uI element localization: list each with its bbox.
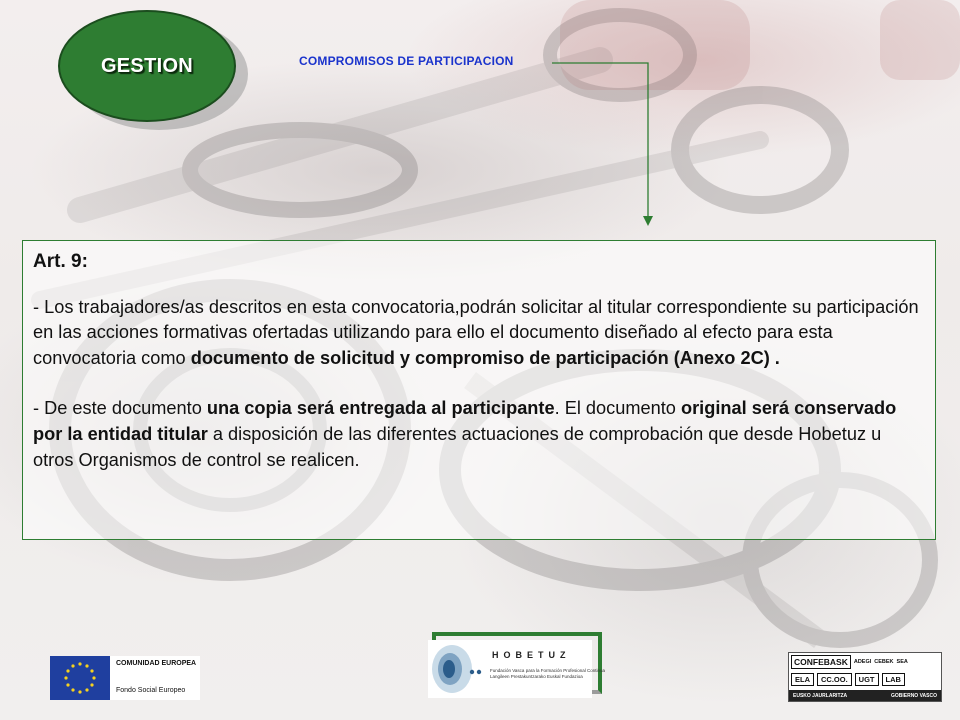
eu-line-1: COMUNIDAD EUROPEA	[116, 660, 197, 667]
hobetuz-logo	[428, 640, 605, 698]
hobetuz-symbol-icon	[428, 640, 488, 698]
eusko-jaurlaritza-label: EUSKO JAURLARITZA	[793, 692, 848, 699]
gestion-badge	[58, 10, 236, 122]
paragraph-1-text: - Los trabajadores/as descritos en esta convocatoria,podrán solicitar al titular correspondiente su participación en las acciones formativas ofertadas utilizando para ello el documento diseñado al efecto para esta convocatoria como	[33, 296, 919, 368]
hobetuz-name: HOBETUZ	[492, 650, 571, 660]
partners-row-1	[791, 655, 908, 669]
article-box	[22, 240, 936, 540]
eu-flag-icon	[50, 656, 110, 700]
confebask-label: CONFEBASK	[791, 655, 851, 669]
partners-logo	[788, 652, 942, 702]
ugt-label: UGT	[855, 673, 879, 686]
gobierno-vasco-label: GOBIERNO VASCO	[890, 692, 937, 699]
article-paragraph-1	[33, 295, 921, 372]
partners-row-2	[791, 673, 905, 686]
hobetuz-tagline-1: Fundación Vasca para la Formación Profesional Continua	[490, 668, 605, 673]
sea-label: SEA	[896, 659, 908, 665]
partners-footer	[789, 690, 941, 701]
ela-label: ELA	[791, 673, 814, 686]
lab-label: LAB	[882, 673, 905, 686]
cebek-label: CEBEK	[874, 659, 894, 665]
article-heading: Art. 9:	[33, 251, 88, 272]
article-paragraph-2	[33, 396, 921, 473]
eu-logo	[50, 656, 200, 700]
ccoo-label: CC.OO.	[817, 673, 852, 686]
eu-logo-text	[110, 656, 200, 700]
paragraph-1-bold: documento de solicitud y compromiso de participación (Anexo 2C) .	[190, 347, 780, 368]
paragraph-2-text-b: . El documento	[554, 398, 681, 419]
paragraph-2-bold-b: original será conservado por la entidad titular	[33, 398, 897, 444]
paragraph-2-text-a: - De este documento	[33, 398, 207, 419]
adegi-label: ADEGI	[853, 659, 872, 665]
eu-line-2: Fondo Social Europeo	[116, 687, 186, 694]
gestion-label: GESTION	[100, 54, 194, 77]
page-title: COMPROMISOS DE PARTICIPACION	[299, 54, 514, 68]
paragraph-2-bold-a: una copia será entregada al participante	[206, 398, 555, 419]
paragraph-2-text-c: a disposición de las diferentes actuaciones de comprobación que desde Hobetuz u otros Organismos de control se realicen.	[33, 423, 882, 470]
hobetuz-tagline-2: Langileen Prestakuntzarako Euskal Fundazioa	[490, 674, 583, 679]
